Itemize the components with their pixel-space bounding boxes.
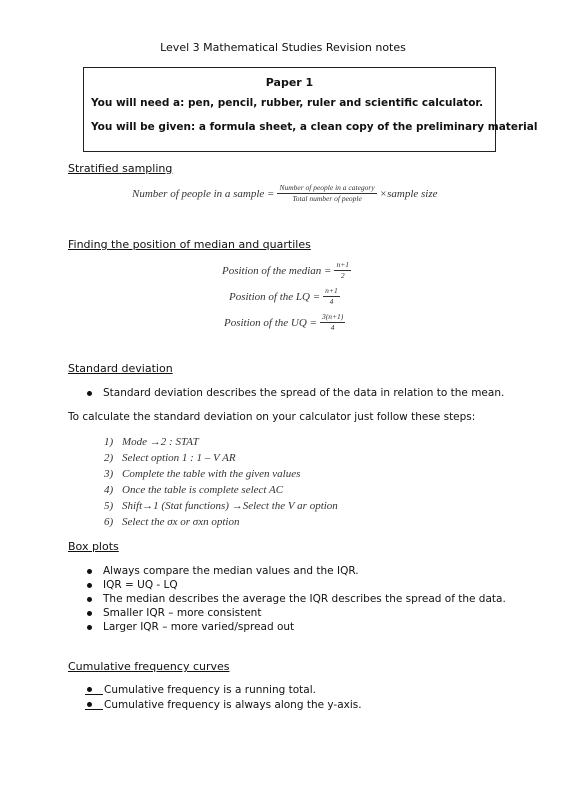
stratified-fraction (277, 183, 376, 204)
cumulative-frequency-heading: Cumulative frequency curves (68, 660, 230, 673)
median-denominator: 2 (340, 271, 345, 280)
paper-heading: Paper 1 (265, 76, 314, 89)
step-4 (104, 484, 283, 496)
box-plot-bullet-text: IQR = UQ - LQ (103, 579, 178, 591)
step-number: 4) (104, 484, 114, 496)
step-text: Select option 1 : 1 – V AR (122, 452, 236, 464)
stratified-rhs: ×sample size (379, 187, 438, 200)
stratified-formula (132, 183, 438, 204)
step-text: Once the table is complete select AC (122, 484, 284, 496)
bullet-icon (87, 625, 92, 630)
cumulative-bullet-text: Cumulative frequency is always along the y-axis. (104, 699, 362, 711)
median-formula-label: Position of the median = (222, 264, 332, 277)
uq-fraction (320, 312, 345, 333)
step-text: Select the σx or σxn option (122, 516, 240, 528)
bullet-icon (87, 597, 92, 602)
box-plot-bullet-text: The median describes the average the IQR describes the spread of the data. (103, 593, 506, 605)
lq-numerator: n+1 (325, 286, 338, 295)
step-number: 3) (104, 468, 114, 480)
std-bullet-text: Standard deviation describes the spread of the data in relation to the mean. (103, 387, 505, 399)
bullet-icon (87, 583, 92, 588)
median-fraction (334, 260, 351, 281)
step-text: Mode →2 : STAT (122, 436, 199, 448)
uq-formula-label: Position of the UQ = (224, 316, 317, 329)
bullet-icon (85, 700, 103, 710)
box-plot-bullet (87, 565, 359, 577)
bullet-icon (85, 685, 103, 695)
bullet-icon (87, 391, 92, 396)
stratified-lhs: Number of people in a sample = (132, 187, 275, 200)
cumulative-bullet (85, 684, 316, 696)
median-numerator: n+1 (336, 260, 350, 269)
lq-fraction (323, 286, 340, 307)
step-5 (104, 500, 338, 512)
step-number: 2) (104, 452, 114, 464)
stratified-denominator: Total number of people (292, 194, 362, 203)
lq-denominator: 4 (329, 297, 334, 306)
bullet-icon (87, 611, 92, 616)
step-2 (104, 452, 236, 464)
materials-given: You will be given: a formula sheet, a clean copy of the preliminary material (91, 121, 538, 133)
step-number: 5) (104, 500, 114, 512)
box-plot-bullet (87, 579, 178, 591)
lq-formula (229, 286, 343, 307)
paper-info-box (83, 67, 538, 152)
bullet-icon (87, 569, 92, 574)
median-quartiles-heading: Finding the position of median and quartiles (68, 238, 311, 251)
std-bullet (87, 387, 504, 399)
box-plot-bullet (87, 593, 506, 605)
box-plot-bullet-text: Always compare the median values and the IQR. (103, 565, 359, 577)
step-number: 1) (104, 436, 114, 448)
box-plot-bullet-text: Smaller IQR – more consistent (103, 607, 262, 619)
uq-denominator: 4 (330, 323, 335, 332)
box-plot-bullet (87, 621, 294, 633)
page-title: Level 3 Mathematical Studies Revision notes (160, 41, 406, 54)
uq-formula (224, 312, 348, 333)
step-3 (104, 468, 300, 480)
box-plots-heading: Box plots (68, 540, 119, 553)
stratified-sampling-heading: Stratified sampling (68, 162, 173, 175)
step-1 (104, 436, 199, 448)
lq-formula-label: Position of the LQ = (229, 290, 321, 303)
cumulative-bullet (85, 699, 362, 711)
box-plot-bullet (87, 607, 261, 619)
standard-deviation-heading: Standard deviation (68, 362, 173, 375)
step-6 (104, 516, 239, 528)
cumulative-bullet-text: Cumulative frequency is a running total. (104, 684, 316, 696)
equipment-needed: You will need a: pen, pencil, rubber, ruler and scientific calculator. (91, 97, 484, 109)
uq-numerator: 3(n+1) (321, 312, 344, 321)
step-text: Shift→1 (Stat functions) →Select the V ar option (122, 500, 338, 512)
step-text: Complete the table with the given values (122, 468, 301, 480)
step-number: 6) (104, 516, 114, 528)
stratified-numerator: Number of people in a category (279, 183, 375, 192)
box-plot-bullet-text: Larger IQR – more varied/spread out (103, 621, 295, 633)
median-formula (222, 260, 354, 281)
std-intro: To calculate the standard deviation on your calculator just follow these steps: (68, 411, 476, 423)
